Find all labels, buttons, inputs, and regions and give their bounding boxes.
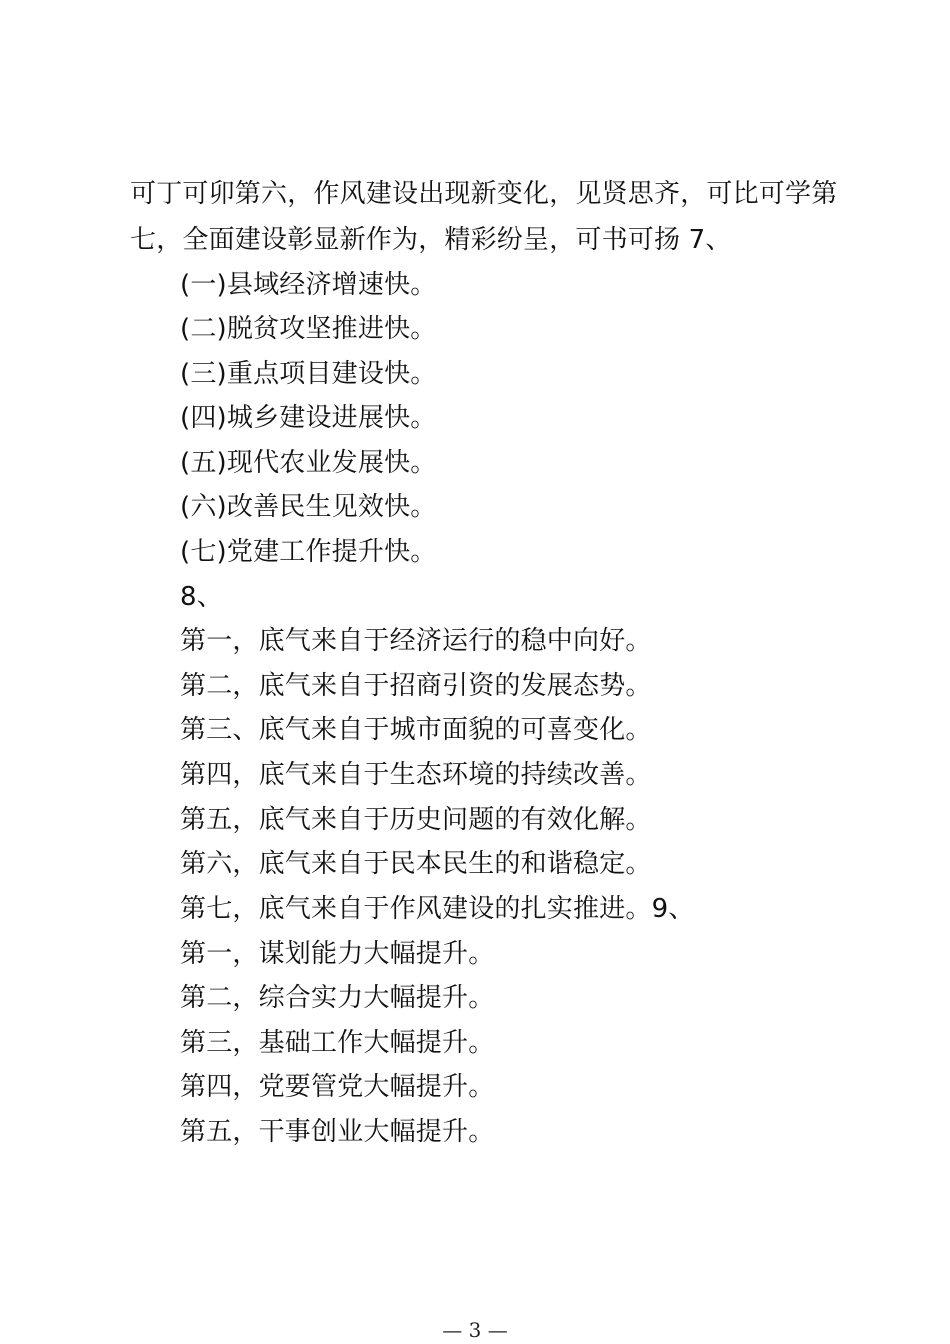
list-item: 第七，底气来自于作风建设的扎实推进。9、 bbox=[180, 894, 695, 924]
section-number: 8、 bbox=[180, 582, 223, 612]
list-item: (四)城乡建设进展快。 bbox=[180, 403, 437, 433]
list-item: (二)脱贫攻坚推进快。 bbox=[180, 314, 437, 344]
list-item: 第一，底气来自于经济运行的稳中向好。 bbox=[180, 626, 652, 656]
list-item: 第六，底气来自于民本民生的和谐稳定。 bbox=[180, 849, 652, 879]
list-item: 第三，基础工作大幅提升。 bbox=[180, 1028, 495, 1058]
list-item: 第二，综合实力大幅提升。 bbox=[180, 983, 495, 1013]
list-item: (一)县域经济增速快。 bbox=[180, 270, 437, 300]
list-item: 第二，底气来自于招商引资的发展态势。 bbox=[180, 671, 652, 701]
list-item: (三)重点项目建设快。 bbox=[180, 359, 437, 389]
body-text-line: 可丁可卯第六，作风建设出现新变化，见贤思齐，可比可学第 bbox=[130, 179, 838, 209]
list-item: (五)现代农业发展快。 bbox=[180, 448, 437, 478]
body-text-line: 七，全面建设彰显新作为，精彩纷呈，可书可扬 7、 bbox=[130, 225, 732, 255]
list-item: (六)改善民生见效快。 bbox=[180, 492, 437, 522]
list-item: (七)党建工作提升快。 bbox=[180, 537, 437, 567]
list-item: 第一，谋划能力大幅提升。 bbox=[180, 939, 495, 969]
page-number: — 3 — bbox=[442, 1318, 508, 1342]
list-item: 第五，底气来自于历史问题的有效化解。 bbox=[180, 805, 652, 835]
list-item: 第三、底气来自于城市面貌的可喜变化。 bbox=[180, 715, 652, 745]
list-item: 第四，党要管党大幅提升。 bbox=[180, 1072, 495, 1102]
list-item: 第四，底气来自于生态环境的持续改善。 bbox=[180, 760, 652, 790]
list-item: 第五，干事创业大幅提升。 bbox=[180, 1117, 495, 1147]
